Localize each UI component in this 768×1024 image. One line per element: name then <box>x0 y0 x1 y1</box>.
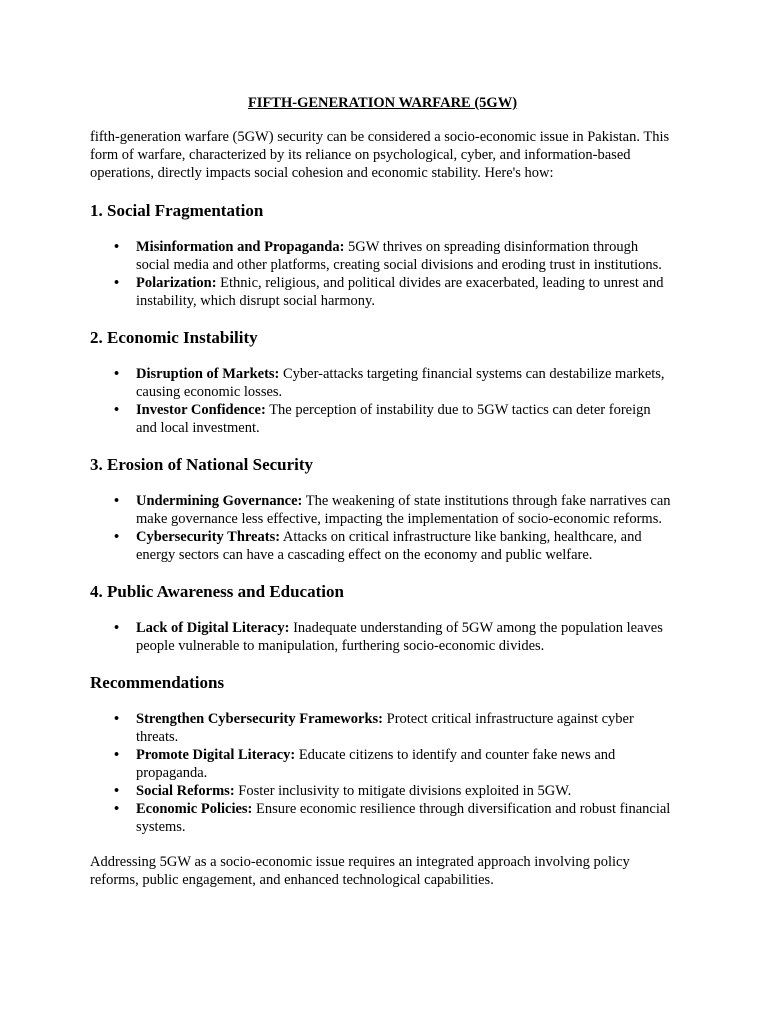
bullet-icon: • <box>114 783 120 799</box>
list-recommendations <box>90 710 675 836</box>
item-term: Promote Digital Literacy: <box>136 747 296 763</box>
document-title: FIFTH-GENERATION WARFARE (5GW) <box>247 95 518 111</box>
bullet-icon: • <box>114 620 120 636</box>
bullet-icon: • <box>114 493 120 509</box>
list-public-awareness <box>90 619 675 655</box>
list-item <box>114 238 675 274</box>
item-term: Social Reforms: <box>136 783 235 799</box>
list-item <box>114 782 675 800</box>
item-term: Undermining Governance: <box>136 493 303 509</box>
item-term: Cybersecurity Threats: <box>136 529 281 545</box>
bullet-icon: • <box>114 529 120 545</box>
list-item <box>114 619 675 655</box>
item-term: Strengthen Cybersecurity Frameworks: <box>136 711 383 727</box>
item-text: Foster inclusivity to mitigate divisions exploited in 5GW. <box>234 783 572 799</box>
list-item <box>114 401 675 437</box>
item-term: Polarization: <box>136 275 217 291</box>
item-text: 5GW thrives on spreading disinformation through social media and other platforms, creating social divisions and eroding trust in institutions. <box>136 239 662 273</box>
item-text: The weakening of state institutions through fake narratives can make governance less effective, impacting the implementation of socio-economic reforms. <box>136 493 671 527</box>
section-heading-economic-instability: 2. Economic Instability <box>90 328 258 347</box>
bullet-icon: • <box>114 239 120 255</box>
item-term: Misinformation and Propaganda: <box>136 239 345 255</box>
list-item <box>114 365 675 401</box>
document-page <box>90 94 675 889</box>
list-item <box>114 528 675 564</box>
section-heading-public-awareness: 4. Public Awareness and Education <box>90 582 344 601</box>
item-text: Cyber-attacks targeting financial systems can destabilize markets, causing economic losses. <box>136 366 665 400</box>
list-item <box>114 746 675 782</box>
item-term: Investor Confidence: <box>136 402 266 418</box>
bullet-icon: • <box>114 711 120 727</box>
item-text: Inadequate understanding of 5GW among the population leaves people vulnerable to manipulation, furthering socio-economic divides. <box>136 620 663 654</box>
bullet-icon: • <box>114 275 120 291</box>
list-item <box>114 274 675 310</box>
bullet-icon: • <box>114 366 120 382</box>
item-text: Attacks on critical infrastructure like banking, healthcare, and energy sectors can have a cascading effect on the economy and public welfare. <box>136 529 642 563</box>
list-item <box>114 800 675 836</box>
list-item <box>114 492 675 528</box>
section-heading-national-security: 3. Erosion of National Security <box>90 455 314 474</box>
item-text: Ethnic, religious, and political divides are exacerbated, leading to unrest and instability, which disrupt social harmony. <box>136 275 664 309</box>
closing-paragraph: Addressing 5GW as a socio-economic issue requires an integrated approach involving policy reforms, public engagement, and enhanced technological capabilities. <box>90 854 630 888</box>
item-text: Educate citizens to identify and counter fake news and propaganda. <box>136 747 616 781</box>
section-heading-social-fragmentation: 1. Social Fragmentation <box>90 201 264 220</box>
intro-paragraph: fifth-generation warfare (5GW) security can be considered a socio-economic issue in Pakistan. This form of warfare, characterized by its reliance on psychological, cyber, and information-based operations, directly impacts social cohesion and economic stability. Here's how: <box>90 129 670 181</box>
item-term: Economic Policies: <box>136 801 253 817</box>
list-economic-instability <box>90 365 675 437</box>
item-text: The perception of instability due to 5GW tactics can deter foreign and local investment. <box>136 402 651 436</box>
section-heading-recommendations: Recommendations <box>90 673 225 692</box>
bullet-icon: • <box>114 801 120 817</box>
item-term: Disruption of Markets: <box>136 366 280 382</box>
list-national-security <box>90 492 675 564</box>
bullet-icon: • <box>114 402 120 418</box>
item-text: Ensure economic resilience through diversification and robust financial systems. <box>136 801 671 835</box>
list-item <box>114 710 675 746</box>
bullet-icon: • <box>114 747 120 763</box>
item-term: Lack of Digital Literacy: <box>136 620 290 636</box>
item-text: Protect critical infrastructure against cyber threats. <box>136 711 634 745</box>
list-social-fragmentation <box>90 238 675 310</box>
